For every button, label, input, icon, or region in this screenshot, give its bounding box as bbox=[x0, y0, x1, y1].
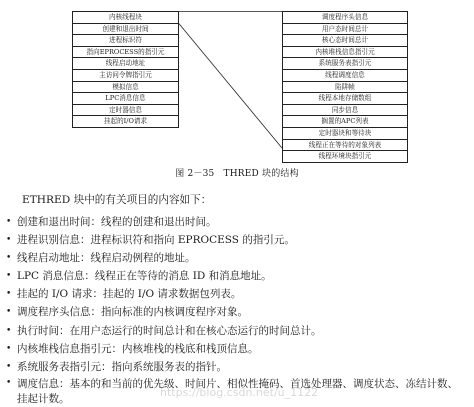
ethread-field: 挂起的I/O请求 bbox=[103, 117, 148, 126]
list-item bbox=[0, 358, 474, 376]
list-item bbox=[0, 340, 474, 358]
ethread-field: 创建和退出时间 bbox=[73, 24, 178, 36]
list-item bbox=[0, 231, 474, 249]
kthread-field: 核心态时间总计 bbox=[283, 35, 407, 47]
kthread-field: 定时器块和等待块 bbox=[283, 128, 407, 140]
kthread-field: 线程正在等待的对象列表 bbox=[283, 140, 407, 152]
ethread-field: 指向EPROCESS的指引元 bbox=[73, 47, 178, 59]
figure-number: 图 2－35 bbox=[175, 169, 215, 179]
list-item-text: 调度信息：基本的和当前的优先级、时间片、相似性掩码、首选处理器、调度状态、冻结计数、挂起计数。 bbox=[17, 377, 458, 405]
list-item-text: LPC 消息信息：线程正在等待的消息 ID 和消息地址。 bbox=[17, 270, 272, 283]
bullet-icon: • bbox=[6, 271, 12, 282]
ethread-field: 定时器信息 bbox=[73, 105, 178, 117]
bullet-icon: • bbox=[6, 325, 12, 336]
bullet-icon: • bbox=[6, 343, 12, 354]
bullet-icon: • bbox=[6, 361, 12, 372]
connector-line-bottom bbox=[178, 23, 282, 149]
list-item bbox=[0, 303, 474, 321]
kthread-field: 线程调度信息 bbox=[283, 70, 407, 82]
list-item-text: 系统服务表指引元：指向系统服务表的指针。 bbox=[17, 360, 227, 373]
kthread-field: 搁置的APC列表 bbox=[283, 116, 407, 128]
bullet-icon: • bbox=[6, 307, 12, 318]
kthread-field: 线程本地存储数组 bbox=[283, 93, 407, 105]
list-item-text: 调度程序头信息：指向标准的内核调度程序对象。 bbox=[17, 306, 248, 319]
ethread-field: 线程启动地址 bbox=[73, 58, 178, 70]
figure-caption bbox=[0, 166, 474, 179]
list-item-text: 内核堆栈信息指引元：内核堆栈的栈底和栈顶信息。 bbox=[17, 342, 259, 355]
bullet-icon: • bbox=[6, 235, 12, 246]
kthread-field: 用户态时间总计 bbox=[283, 24, 407, 36]
kthread-field: 陷阱帧 bbox=[283, 82, 407, 94]
list-item bbox=[0, 213, 474, 231]
kthread-field: 内核堆栈信息指引元 bbox=[283, 47, 407, 59]
bullet-icon: • bbox=[6, 289, 12, 300]
kthread-field-column bbox=[282, 11, 408, 163]
list-item bbox=[0, 322, 474, 340]
list-item-text: 执行时间：在用户态运行的时间总计和在核心态运行的时间总计。 bbox=[17, 324, 322, 337]
watermark-url: https://blog.csdn.net/u_1122 bbox=[160, 386, 319, 399]
figure-title: THRED 块的结构 bbox=[223, 169, 299, 179]
list-item bbox=[0, 249, 474, 267]
list-item-text: 创建和退出时间：线程的创建和退出时间。 bbox=[17, 216, 217, 228]
list-item-text: 线程启动地址：线程启动例程的地址。 bbox=[17, 252, 196, 265]
ethread-structure-diagram bbox=[0, 0, 474, 160]
kthread-field: 同步信息 bbox=[283, 105, 407, 117]
bullet-icon: • bbox=[6, 253, 12, 264]
field-description-list bbox=[0, 213, 474, 407]
list-item bbox=[0, 285, 474, 303]
intro-paragraph: ETHRED 块中的有关项目的内容如下： bbox=[22, 194, 212, 206]
ethread-field: 模拟信息 bbox=[73, 82, 178, 94]
ethread-field: 主访问令牌指引元 bbox=[73, 70, 178, 82]
list-item bbox=[0, 267, 474, 285]
kthread-field: 系统服务表指引元 bbox=[283, 58, 407, 70]
ethread-field: LPC消息信息 bbox=[73, 93, 178, 105]
ethread-field: 进程标识符 bbox=[73, 35, 178, 47]
bullet-icon: • bbox=[6, 217, 12, 227]
kthread-field: 调度程序头信息 bbox=[283, 12, 407, 24]
bullet-icon: • bbox=[6, 377, 12, 388]
list-item-text: 进程识别信息：进程标识符和指向 EPROCESS 的指引元。 bbox=[17, 234, 295, 247]
ethread-field: 内核线程块 bbox=[73, 12, 178, 24]
kthread-field: 线程环境块指引元 bbox=[318, 152, 372, 161]
list-item-text: 挂起的 I/O 请求：挂起的 I/O 请求数据包列表。 bbox=[17, 288, 242, 301]
